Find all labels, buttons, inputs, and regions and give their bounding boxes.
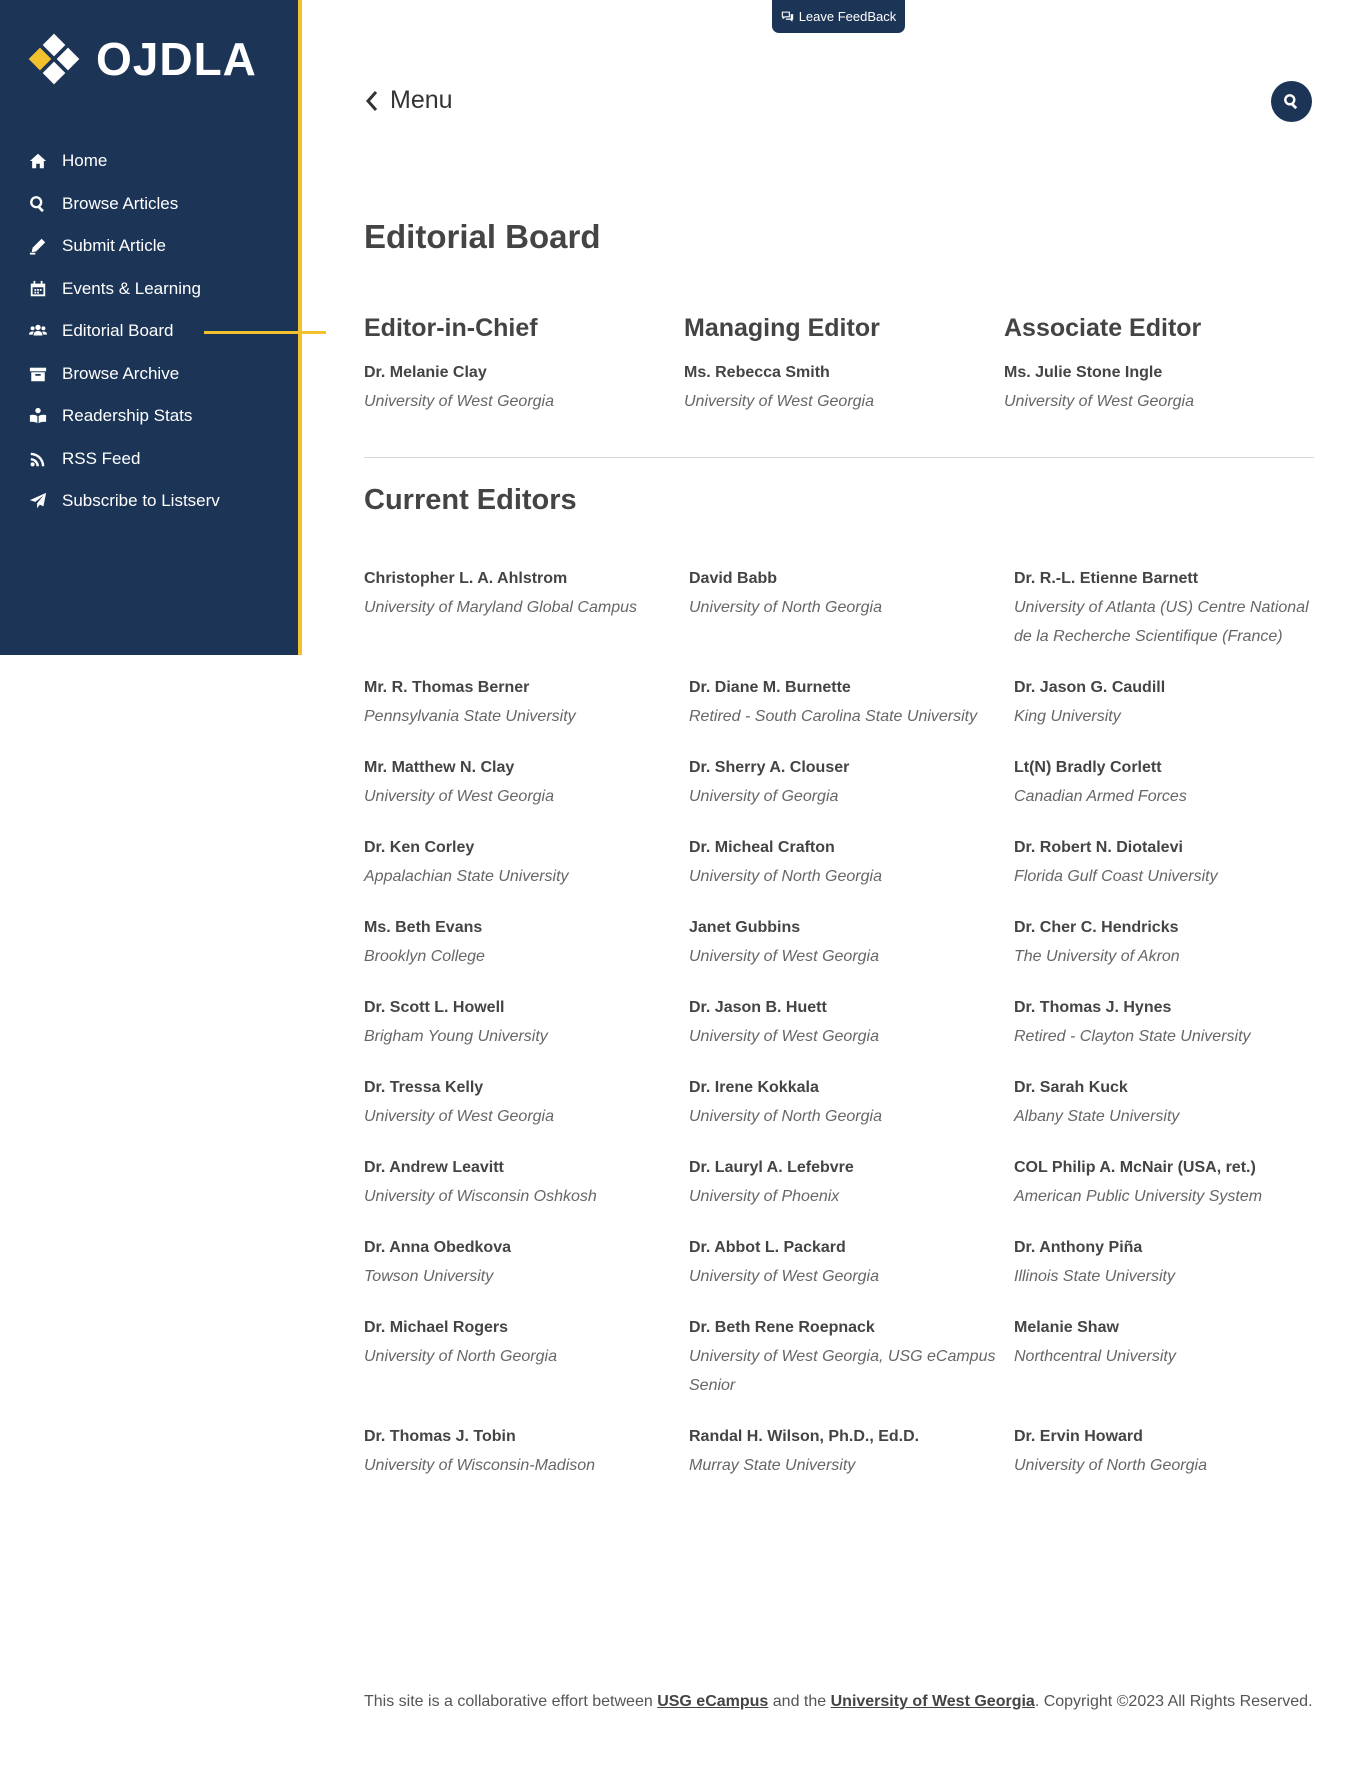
editor-card: [1014, 1318, 1324, 1400]
managing-editor: [684, 314, 1004, 416]
university-west-georgia-link[interactable]: University of West Georgia: [830, 1693, 1035, 1710]
person-affiliation: University of North Georgia: [689, 868, 882, 885]
sidebar-item-label: Subscribe to Listserv: [62, 491, 220, 511]
page-title: Editorial Board: [364, 218, 601, 255]
editor-card: [1014, 998, 1324, 1051]
reader-icon: [28, 406, 48, 426]
paper-plane-icon: [28, 491, 48, 511]
sidebar-item-submit-article[interactable]: [28, 225, 298, 268]
editor-card: [364, 678, 689, 731]
editor-in-chief: [364, 314, 684, 416]
person-affiliation: Pennsylvania State University: [364, 708, 576, 725]
current-editors-heading: Current Editors: [364, 484, 577, 516]
editor-card: [1014, 1427, 1324, 1480]
person-name: Christopher L. A. Ahlstrom: [364, 570, 568, 587]
search-icon: [1283, 93, 1300, 110]
sidebar-item-events-learning[interactable]: [28, 268, 298, 311]
person-affiliation: University of West Georgia: [1004, 393, 1194, 410]
person-affiliation: University of North Georgia: [1014, 1457, 1207, 1474]
editor-card: [1014, 838, 1324, 891]
person-affiliation: University of North Georgia: [364, 1348, 557, 1365]
person-affiliation: University of West Georgia: [684, 393, 874, 410]
person-name: Dr. Micheal Crafton: [689, 839, 835, 856]
person-affiliation: University of Phoenix: [689, 1188, 840, 1205]
person-affiliation: University of West Georgia: [364, 393, 554, 410]
person-affiliation: University of West Georgia: [364, 788, 554, 805]
sidebar-item-home[interactable]: [28, 140, 298, 183]
person-affiliation: Canadian Armed Forces: [1014, 788, 1187, 805]
person-affiliation: University of West Georgia: [689, 1268, 879, 1285]
person-name: COL Philip A. McNair (USA, ret.): [1014, 1159, 1256, 1176]
sidebar-item-label: Browse Articles: [62, 193, 179, 213]
home-icon: [28, 151, 48, 171]
person-name: Dr. Sherry A. Clouser: [689, 759, 850, 776]
editor-card: [364, 1078, 689, 1131]
editor-card: [364, 758, 689, 811]
editor-card: [689, 998, 1014, 1051]
person-affiliation: University of North Georgia: [689, 1108, 882, 1125]
person-affiliation: University of North Georgia: [689, 599, 882, 616]
person-affiliation: Albany State University: [1014, 1108, 1180, 1125]
person-affiliation: Murray State University: [689, 1457, 856, 1474]
person-affiliation: University of West Georgia: [689, 1028, 879, 1045]
person-affiliation: Retired - Clayton State University: [1014, 1028, 1251, 1045]
sidebar-item-label: Readership Stats: [62, 406, 193, 426]
site-footer: [364, 1687, 1314, 1716]
person-name: Dr. Ken Corley: [364, 839, 475, 856]
sidebar-item-label: Events & Learning: [62, 278, 201, 298]
sidebar-nav: [28, 140, 298, 523]
footer-text: This site is a collaborative effort between: [364, 1693, 658, 1710]
usg-ecampus-link[interactable]: USG eCampus: [657, 1693, 769, 1710]
person-name: Dr. Beth Rene Roepnack: [689, 1319, 875, 1336]
footer-text: . Copyright ©2023 All Rights Reserved.: [1034, 1693, 1313, 1710]
editor-card: [689, 1078, 1014, 1131]
editor-card: [364, 1158, 689, 1211]
person-name: Dr. Thomas J. Hynes: [1014, 999, 1172, 1016]
role-heading: Editor-in-Chief: [364, 314, 538, 342]
person-name: Dr. Scott L. Howell: [364, 999, 505, 1016]
pen-icon: [28, 236, 48, 256]
person-name: Dr. Lauryl A. Lefebvre: [689, 1159, 854, 1176]
person-name: Dr. Tressa Kelly: [364, 1079, 484, 1096]
person-name: Dr. Cher C. Hendricks: [1014, 919, 1179, 936]
person-name: Ms. Beth Evans: [364, 919, 483, 936]
leadership-section: [364, 314, 1324, 416]
sidebar-item-browse-archive[interactable]: [28, 353, 298, 396]
person-name: Ms. Rebecca Smith: [684, 364, 830, 381]
sidebar-item-editorial-board[interactable]: [28, 310, 298, 353]
person-affiliation: University of West Georgia, USG eCampus Senior: [689, 1348, 996, 1394]
editor-card: [689, 569, 1014, 651]
archive-icon: [28, 364, 48, 384]
person-name: Dr. Michael Rogers: [364, 1319, 509, 1336]
comments-icon: [781, 10, 794, 23]
person-name: Mr. R. Thomas Berner: [364, 679, 530, 696]
logo-diamonds-icon: [28, 33, 80, 85]
person-affiliation: Illinois State University: [1014, 1268, 1175, 1285]
editor-card: [1014, 758, 1324, 811]
person-name: Dr. R.-L. Etienne Barnett: [1014, 570, 1199, 587]
person-affiliation: Florida Gulf Coast University: [1014, 868, 1218, 885]
sidebar-item-subscribe-listserv[interactable]: [28, 480, 298, 523]
person-name: Randal H. Wilson, Ph.D., Ed.D.: [689, 1428, 920, 1445]
editor-card: [1014, 678, 1324, 731]
search-button[interactable]: [1271, 81, 1312, 122]
person-affiliation: Retired - South Carolina State University: [689, 708, 978, 725]
person-name: Dr. Andrew Leavitt: [364, 1159, 504, 1176]
editor-card: [689, 758, 1014, 811]
rss-icon: [28, 449, 48, 469]
person-affiliation: University of Maryland Global Campus: [364, 599, 637, 616]
role-heading: Associate Editor: [1004, 314, 1202, 342]
person-name: Dr. Robert N. Diotalevi: [1014, 839, 1183, 856]
editor-card: [689, 1318, 1014, 1400]
chevron-left-icon: [364, 90, 380, 112]
person-affiliation: University of Atlanta (US) Centre National de la Recherche Scientifique (France): [1014, 599, 1309, 645]
footer-text: and the: [768, 1693, 831, 1710]
person-affiliation: King University: [1014, 708, 1121, 725]
editor-card: [364, 1238, 689, 1291]
role-heading: Managing Editor: [684, 314, 880, 342]
editor-card: [689, 838, 1014, 891]
editor-card: [364, 918, 689, 971]
person-name: Ms. Julie Stone Ingle: [1004, 364, 1163, 381]
person-name: Dr. Jason B. Huett: [689, 999, 827, 1016]
current-editors-grid: [364, 569, 1324, 1480]
feedback-label: Leave FeedBack: [798, 9, 897, 24]
section-divider: [364, 457, 1314, 458]
editor-card: [1014, 1158, 1324, 1211]
associate-editor: [1004, 314, 1324, 416]
editor-card: [1014, 1078, 1324, 1131]
person-affiliation: University of Wisconsin-Madison: [364, 1457, 596, 1474]
editor-card: [364, 998, 689, 1051]
person-affiliation: University of West Georgia: [689, 948, 879, 965]
person-affiliation: The University of Akron: [1014, 948, 1180, 965]
editor-card: [1014, 1238, 1324, 1291]
editor-card: [689, 1158, 1014, 1211]
person-name: Melanie Shaw: [1014, 1319, 1119, 1336]
sidebar-item-label: Submit Article: [62, 236, 166, 256]
person-name: Lt(N) Bradly Corlett: [1014, 759, 1162, 776]
person-affiliation: Brigham Young University: [364, 1028, 548, 1045]
person-name: Dr. Ervin Howard: [1014, 1428, 1143, 1445]
person-name: Dr. Jason G. Caudill: [1014, 679, 1166, 696]
person-affiliation: University of Wisconsin Oshkosh: [364, 1188, 597, 1205]
sidebar: [0, 0, 302, 655]
person-affiliation: Appalachian State University: [364, 868, 569, 885]
menu-toggle-button[interactable]: [364, 86, 453, 115]
person-name: Dr. Diane M. Burnette: [689, 679, 851, 696]
calendar-icon: [28, 279, 48, 299]
sidebar-item-readership-stats[interactable]: [28, 395, 298, 438]
person-name: Mr. Matthew N. Clay: [364, 759, 515, 776]
person-affiliation: Towson University: [364, 1268, 494, 1285]
person-affiliation: Northcentral University: [1014, 1348, 1176, 1365]
sidebar-item-rss-feed[interactable]: [28, 438, 298, 481]
editor-card: [364, 1318, 689, 1400]
sidebar-item-label: Editorial Board: [62, 321, 174, 341]
person-name: Dr. Sarah Kuck: [1014, 1079, 1128, 1096]
person-name: David Babb: [689, 570, 778, 587]
editor-card: [364, 838, 689, 891]
sidebar-item-label: Home: [62, 151, 108, 171]
sidebar-item-label: RSS Feed: [62, 448, 141, 468]
person-affiliation: American Public University System: [1014, 1188, 1263, 1205]
site-logo[interactable]: [28, 32, 257, 86]
person-affiliation: University of Georgia: [689, 788, 839, 805]
person-name: Dr. Abbot L. Packard: [689, 1239, 846, 1256]
person-name: Dr. Anna Obedkova: [364, 1239, 511, 1256]
person-name: Janet Gubbins: [689, 919, 801, 936]
editor-card: [689, 918, 1014, 971]
editor-card: [1014, 569, 1324, 651]
editor-card: [364, 569, 689, 651]
editor-card: [1014, 918, 1324, 971]
editor-card: [689, 1427, 1014, 1480]
person-name: Dr. Irene Kokkala: [689, 1079, 819, 1096]
person-name: Dr. Melanie Clay: [364, 364, 487, 381]
person-affiliation: University of West Georgia: [364, 1108, 554, 1125]
sidebar-item-label: Browse Archive: [62, 363, 180, 383]
leave-feedback-button[interactable]: [772, 0, 905, 33]
editor-card: [364, 1427, 689, 1480]
search-icon: [28, 194, 48, 214]
users-icon: [28, 321, 48, 341]
editor-card: [689, 1238, 1014, 1291]
person-affiliation: Brooklyn College: [364, 948, 485, 965]
person-name: Dr. Anthony Piña: [1014, 1239, 1143, 1256]
person-name: Dr. Thomas J. Tobin: [364, 1428, 516, 1445]
editor-card: [689, 678, 1014, 731]
sidebar-item-browse-articles[interactable]: [28, 183, 298, 226]
menu-label: Menu: [390, 86, 453, 114]
logo-text: OJDLA: [96, 33, 257, 85]
